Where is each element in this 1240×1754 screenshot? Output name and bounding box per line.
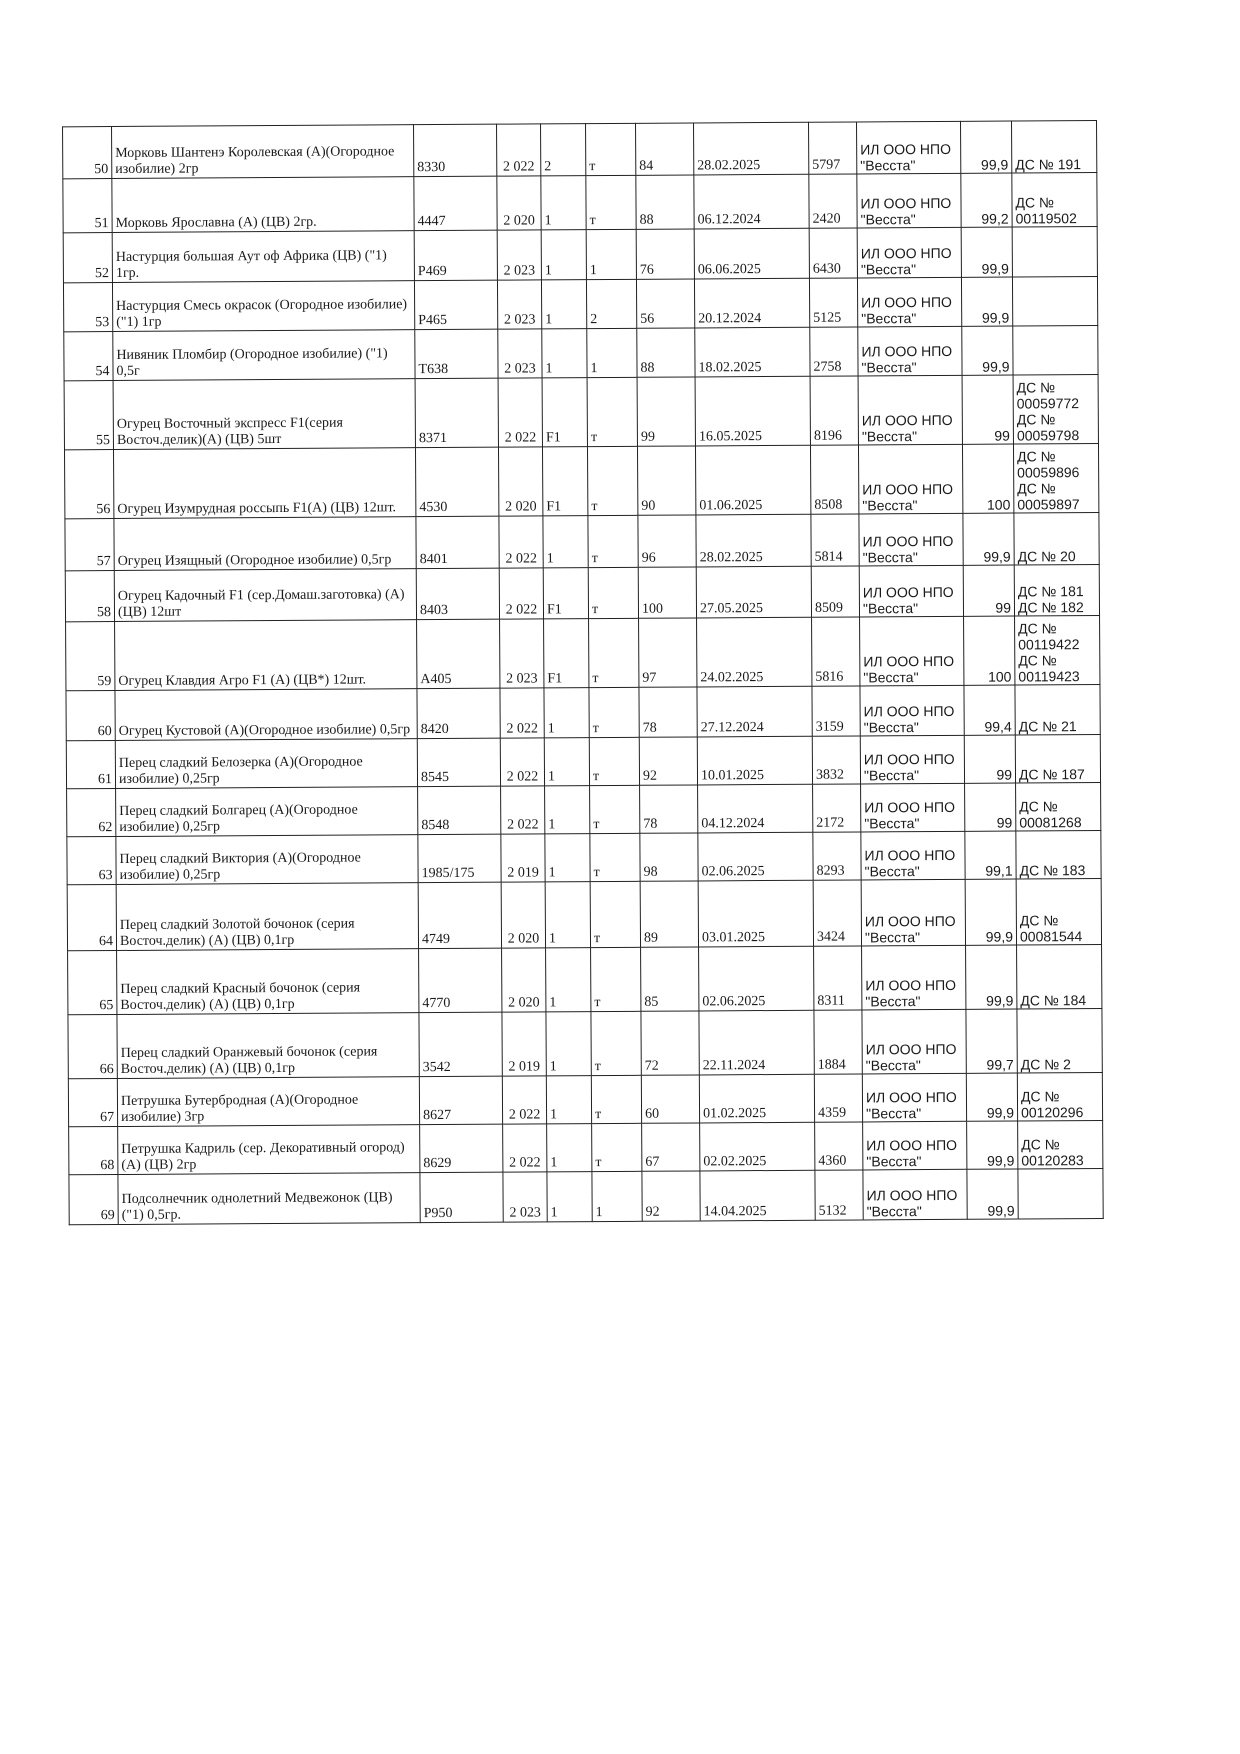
product-name: Огурец Изумрудная россыпь F1(А) (ЦВ) 12шт. [113, 448, 415, 519]
category: 1 [545, 882, 590, 948]
harvest-year: 2 022 [503, 1124, 547, 1172]
product-name: Огурец Изящный (Огородное изобилие) 0,5гр [114, 517, 416, 571]
table-row [63, 121, 1097, 179]
table-row [67, 830, 1101, 884]
class-mark: 1 [587, 328, 637, 377]
product-name: Огурец Клавдия Агро F1 (А) (ЦВ*) 12шт. [115, 620, 417, 691]
germination: 92 [642, 1171, 700, 1221]
table-row [65, 512, 1099, 570]
row-number: 64 [67, 885, 116, 951]
declaration: ДС № 187 [1015, 734, 1100, 783]
row-number: 52 [63, 233, 112, 283]
germination: 78 [640, 785, 698, 833]
germination: 97 [639, 618, 697, 687]
table-row [68, 1072, 1102, 1126]
purity: 99 [964, 735, 1015, 783]
test-date: 06.12.2024 [694, 174, 809, 229]
row-number: 53 [63, 283, 112, 332]
category: 1 [541, 230, 586, 280]
purity: 99,4 [964, 685, 1015, 735]
category: 1 [544, 688, 589, 738]
purity: 99,2 [961, 173, 1012, 227]
germination: 89 [640, 881, 698, 947]
harvest-year: 2 022 [500, 688, 544, 738]
table-row [63, 173, 1097, 233]
purity: 99,9 [962, 326, 1013, 375]
harvest-year: 2 023 [497, 230, 541, 280]
batch-number: 8403 [416, 568, 499, 620]
product-name: Перец сладкий Виктория (А)(Огородное изобилие) 0,25гр [116, 835, 418, 885]
laboratory: ИЛ ООО НПО "Весста" [858, 326, 962, 376]
protocol-number: 5797 [809, 122, 857, 174]
product-name: Огурец Кадочный F1 (сер.Домаш.заготовка) (А) (ЦВ) 12шт [114, 569, 416, 622]
test-date: 16.05.2025 [695, 376, 810, 446]
batch-number: P465 [414, 280, 497, 330]
category: 1 [542, 329, 587, 378]
purity: 99,9 [966, 945, 1017, 1009]
batch-number: 8548 [418, 786, 501, 835]
batch-number: 8330 [414, 124, 497, 177]
class-mark: 1 [586, 229, 636, 279]
test-date: 28.02.2025 [696, 514, 811, 567]
test-date: 04.12.2024 [698, 784, 813, 833]
declaration: ДС № 191 [1012, 121, 1097, 174]
product-name: Огурец Кустовой (А)(Огородное изобилие) 0,5гр [115, 689, 417, 741]
batch-number: 4530 [415, 447, 498, 517]
batch-number: 8371 [415, 378, 498, 448]
class-mark: т [590, 881, 640, 947]
declaration: ДС № 00059896 ДС № 00059897 [1013, 443, 1098, 513]
product-name: Подсолнечник однолетний Медвежонок (ЦВ) ("1) 0,5гр. [118, 1173, 420, 1225]
declaration: ДС № 183 [1016, 830, 1101, 879]
product-name: Морковь Ярославна (А) (ЦВ) 2гр. [112, 177, 414, 233]
germination: 92 [639, 737, 697, 785]
harvest-year: 2 023 [497, 280, 541, 329]
purity: 99,9 [963, 513, 1014, 565]
harvest-year: 2 022 [497, 124, 541, 176]
protocol-number: 5125 [809, 278, 857, 327]
category: 1 [541, 176, 586, 230]
harvest-year: 2 020 [501, 882, 545, 948]
class-mark: т [586, 123, 636, 175]
row-number: 68 [69, 1127, 118, 1175]
harvest-year: 2 022 [502, 1076, 546, 1124]
germination: 88 [637, 328, 695, 377]
test-date: 28.02.2025 [694, 122, 809, 175]
declaration [1018, 1168, 1103, 1219]
test-date: 01.06.2025 [695, 445, 810, 515]
row-number: 67 [68, 1079, 117, 1127]
protocol-number: 8509 [811, 566, 859, 617]
table-row [69, 1120, 1103, 1174]
product-name: Огурец Восточный экспресс F1(серия Восточ.делик)(А) (ЦВ) 5шт [113, 379, 415, 450]
batch-number: 8401 [416, 516, 499, 569]
declaration: ДС № 00119422 ДС № 00119423 [1015, 615, 1100, 685]
product-name: Нивяник Пломбир (Огородное изобилие) ("1) 0,5г [113, 330, 415, 381]
row-number: 63 [67, 837, 116, 885]
protocol-number: 4359 [814, 1074, 862, 1122]
purity: 99 [962, 375, 1013, 444]
purity: 99,1 [965, 831, 1016, 879]
table-row [63, 277, 1097, 332]
laboratory: ИЛ ООО НПО "Весста" [863, 1169, 967, 1220]
laboratory: ИЛ ООО НПО "Весста" [860, 735, 964, 784]
laboratory: ИЛ ООО НПО "Весста" [862, 1073, 966, 1122]
class-mark: 2 [586, 279, 636, 328]
protocol-number: 3832 [812, 736, 860, 784]
laboratory: ИЛ ООО НПО "Весста" [858, 375, 962, 445]
category: 1 [546, 1012, 591, 1076]
row-number: 50 [63, 127, 112, 179]
product-name: Перец сладкий Красный бочонок (серия Восточ.делик) (А) (ЦВ) 0,1гр [117, 949, 419, 1015]
harvest-year: 2 022 [501, 786, 545, 834]
category: 1 [544, 738, 589, 786]
purity: 99 [965, 783, 1016, 831]
declaration: ДС № 00120296 [1017, 1072, 1102, 1121]
batch-number: 4749 [418, 882, 501, 949]
laboratory: ИЛ ООО НПО "Весста" [857, 227, 961, 278]
laboratory: ИЛ ООО НПО "Весста" [857, 121, 961, 174]
category: 2 [541, 124, 586, 176]
declaration [1013, 325, 1098, 375]
class-mark: т [589, 618, 639, 687]
row-number: 65 [68, 951, 117, 1015]
row-number: 62 [67, 789, 116, 837]
declaration [1012, 227, 1097, 278]
declaration [1012, 277, 1097, 327]
harvest-year: 2 022 [499, 568, 543, 619]
test-date: 03.01.2025 [698, 880, 813, 947]
batch-number: 4770 [419, 948, 502, 1013]
test-date: 01.02.2025 [699, 1074, 814, 1123]
laboratory: ИЛ ООО НПО "Весста" [860, 685, 964, 736]
row-number: 56 [64, 450, 113, 519]
protocol-number: 8311 [814, 946, 862, 1010]
purity: 99,9 [961, 121, 1012, 173]
laboratory: ИЛ ООО НПО "Весста" [859, 513, 963, 566]
row-number: 66 [68, 1015, 117, 1079]
certificate-table [62, 120, 1104, 1225]
table-row [67, 878, 1101, 950]
harvest-year: 2 020 [498, 447, 542, 516]
product-name: Перец сладкий Болгарец (А)(Огородное изобилие) 0,25гр [116, 787, 418, 837]
purity: 99,9 [966, 1073, 1017, 1121]
purity: 99,9 [967, 1169, 1018, 1219]
purity: 99,9 [961, 227, 1012, 277]
category: F1 [542, 447, 587, 516]
protocol-number: 2758 [810, 327, 858, 376]
protocol-number: 2420 [809, 174, 857, 228]
test-date: 14.04.2025 [700, 1170, 815, 1221]
category: 1 [545, 834, 590, 882]
table-row [66, 734, 1100, 788]
batch-number: 8420 [417, 688, 500, 739]
test-date: 10.01.2025 [697, 736, 812, 785]
protocol-number: 8293 [813, 832, 861, 880]
table-row [64, 443, 1098, 518]
batch-number: T638 [415, 329, 498, 379]
table-row [64, 374, 1098, 449]
purity: 99 [963, 565, 1014, 616]
row-number: 58 [65, 571, 114, 622]
product-name: Настурция большая Аут оф Африка (ЦВ) ("1) 1гр. [112, 231, 414, 283]
harvest-year: 2 022 [498, 378, 542, 447]
test-date: 24.02.2025 [697, 617, 812, 687]
row-number: 69 [69, 1175, 118, 1225]
product-name: Петрушка Бутербродная (А)(Огородное изобилие) 3гр [117, 1077, 419, 1127]
protocol-number: 5816 [812, 617, 860, 686]
row-number: 61 [66, 741, 115, 789]
test-date: 22.11.2024 [699, 1010, 814, 1075]
germination: 67 [642, 1123, 700, 1171]
class-mark: 1 [592, 1171, 642, 1221]
harvest-year: 2 022 [500, 738, 544, 786]
batch-number: 4447 [414, 176, 497, 231]
category: 1 [546, 948, 591, 1012]
class-mark: т [590, 833, 640, 881]
batch-number: 8627 [419, 1076, 502, 1125]
germination: 98 [640, 833, 698, 881]
laboratory: ИЛ ООО НПО "Весста" [857, 277, 961, 327]
class-mark: т [590, 785, 640, 833]
row-number: 55 [64, 381, 113, 450]
germination: 90 [637, 446, 695, 515]
test-date: 06.06.2025 [694, 228, 809, 279]
purity: 100 [964, 616, 1015, 685]
batch-number: 8629 [420, 1124, 503, 1173]
table-row [68, 944, 1102, 1014]
germination: 56 [636, 279, 694, 328]
test-date: 02.06.2025 [699, 946, 814, 1011]
test-date: 27.12.2024 [697, 686, 812, 737]
germination: 99 [637, 377, 695, 446]
table-row [63, 227, 1097, 283]
harvest-year: 2 022 [499, 516, 543, 568]
table-row [68, 1008, 1102, 1078]
class-mark: т [587, 377, 637, 446]
declaration: ДС № 184 [1017, 944, 1102, 1009]
germination: 88 [636, 175, 694, 229]
laboratory: ИЛ ООО НПО "Весста" [861, 879, 965, 946]
laboratory: ИЛ ООО НПО "Весста" [860, 616, 964, 686]
category: F1 [543, 568, 588, 619]
product-name: Петрушка Кадриль (сер. Декоративный огород) (А) (ЦВ) 2гр [118, 1125, 420, 1175]
class-mark: т [589, 737, 639, 785]
laboratory: ИЛ ООО НПО "Весста" [861, 783, 965, 832]
test-date: 02.06.2025 [698, 832, 813, 881]
class-mark: т [592, 1123, 642, 1171]
batch-number: 3542 [419, 1012, 502, 1077]
germination: 100 [638, 567, 696, 618]
harvest-year: 2 023 [503, 1172, 547, 1222]
row-number: 54 [64, 332, 113, 381]
germination: 78 [639, 687, 697, 737]
laboratory: ИЛ ООО НПО "Весста" [859, 565, 963, 617]
batch-number: 8545 [417, 738, 500, 787]
declaration: ДС № 00081544 [1016, 878, 1101, 945]
class-mark: т [589, 687, 639, 737]
harvest-year: 2 020 [502, 948, 546, 1012]
test-date: 02.02.2025 [700, 1122, 815, 1171]
category: 1 [546, 1076, 591, 1124]
table-row [69, 1168, 1103, 1224]
germination: 72 [641, 1011, 699, 1075]
purity: 100 [962, 444, 1013, 513]
category: 1 [547, 1124, 592, 1172]
batch-number: 1985/175 [418, 834, 501, 883]
protocol-number: 6430 [809, 228, 857, 278]
class-mark: т [591, 1075, 641, 1123]
batch-number: P469 [414, 230, 497, 281]
declaration: ДС № 2 [1017, 1008, 1102, 1073]
class-mark: т [591, 1011, 641, 1075]
class-mark: т [586, 175, 636, 229]
batch-number: A405 [417, 619, 500, 689]
germination: 85 [641, 947, 699, 1011]
germination: 76 [636, 229, 694, 279]
protocol-number: 5814 [811, 514, 859, 566]
purity: 99,7 [966, 1009, 1017, 1073]
protocol-number: 3424 [813, 880, 861, 946]
laboratory: ИЛ ООО НПО "Весста" [862, 1009, 966, 1074]
product-name: Перец сладкий Оранжевый бочонок (серия Восточ.делик) (А) (ЦВ) 0,1гр [117, 1013, 419, 1079]
declaration: ДС № 00059772 ДС № 00059798 [1013, 374, 1098, 444]
table-row [67, 782, 1101, 836]
test-date: 27.05.2025 [696, 566, 811, 618]
germination: 60 [641, 1075, 699, 1123]
laboratory: ИЛ ООО НПО "Весста" [863, 1121, 967, 1170]
laboratory: ИЛ ООО НПО "Весста" [862, 945, 966, 1010]
category: 1 [545, 786, 590, 834]
table-body [63, 121, 1104, 1225]
test-date: 18.02.2025 [695, 327, 810, 377]
test-date: 20.12.2024 [694, 278, 809, 328]
row-number: 59 [66, 622, 115, 691]
declaration: ДС № 21 [1015, 684, 1100, 735]
row-number: 57 [65, 519, 114, 571]
category: 1 [543, 516, 588, 568]
class-mark: т [587, 446, 637, 515]
table-row [66, 684, 1100, 740]
protocol-number: 2172 [813, 784, 861, 832]
protocol-number: 1884 [814, 1010, 862, 1074]
batch-number: P950 [420, 1172, 503, 1223]
protocol-number: 5132 [815, 1170, 863, 1220]
protocol-number: 8508 [810, 445, 858, 514]
harvest-year: 2 019 [502, 1012, 546, 1076]
harvest-year: 2 023 [498, 329, 542, 378]
class-mark: т [591, 947, 641, 1011]
declaration: ДС № 00081268 [1016, 782, 1101, 831]
harvest-year: 2 023 [500, 619, 544, 688]
table-row [66, 615, 1100, 690]
purity: 99,9 [965, 879, 1016, 945]
declaration: ДС № 00119502 [1012, 173, 1097, 228]
protocol-number: 8196 [810, 376, 858, 445]
product-name: Перец сладкий Золотой бочонок (серия Восточ.делик) (А) (ЦВ) 0,1гр [116, 883, 418, 951]
class-mark: т [588, 515, 638, 567]
laboratory: ИЛ ООО НПО "Весста" [861, 831, 965, 880]
declaration: ДС № 00120283 [1018, 1120, 1103, 1169]
product-name: Настурция Смесь окрасок (Огородное изобилие) ("1) 1гр [112, 281, 414, 332]
protocol-number: 3159 [812, 686, 860, 736]
product-name: Морковь Шантенэ Королевская (А)(Огородное изобилие) 2гр [112, 125, 414, 179]
declaration: ДС № 20 [1014, 512, 1099, 565]
category: F1 [542, 378, 587, 447]
germination: 96 [638, 515, 696, 567]
category: F1 [544, 619, 589, 688]
declaration: ДС № 181 ДС № 182 [1014, 564, 1099, 616]
category: 1 [541, 280, 586, 329]
purity: 99,9 [967, 1121, 1018, 1169]
class-mark: т [588, 567, 638, 618]
row-number: 51 [63, 179, 112, 233]
table-row [64, 325, 1098, 380]
table-row [65, 564, 1099, 621]
protocol-number: 4360 [815, 1122, 863, 1170]
germination: 84 [636, 123, 694, 175]
product-name: Перец сладкий Белозерка (А)(Огородное изобилие) 0,25гр [115, 739, 417, 789]
harvest-year: 2 019 [501, 834, 545, 882]
row-number: 60 [66, 691, 115, 741]
purity: 99,9 [961, 277, 1012, 326]
harvest-year: 2 020 [497, 176, 541, 230]
laboratory: ИЛ ООО НПО "Весста" [857, 173, 961, 228]
laboratory: ИЛ ООО НПО "Весста" [858, 444, 962, 514]
category: 1 [547, 1172, 592, 1222]
